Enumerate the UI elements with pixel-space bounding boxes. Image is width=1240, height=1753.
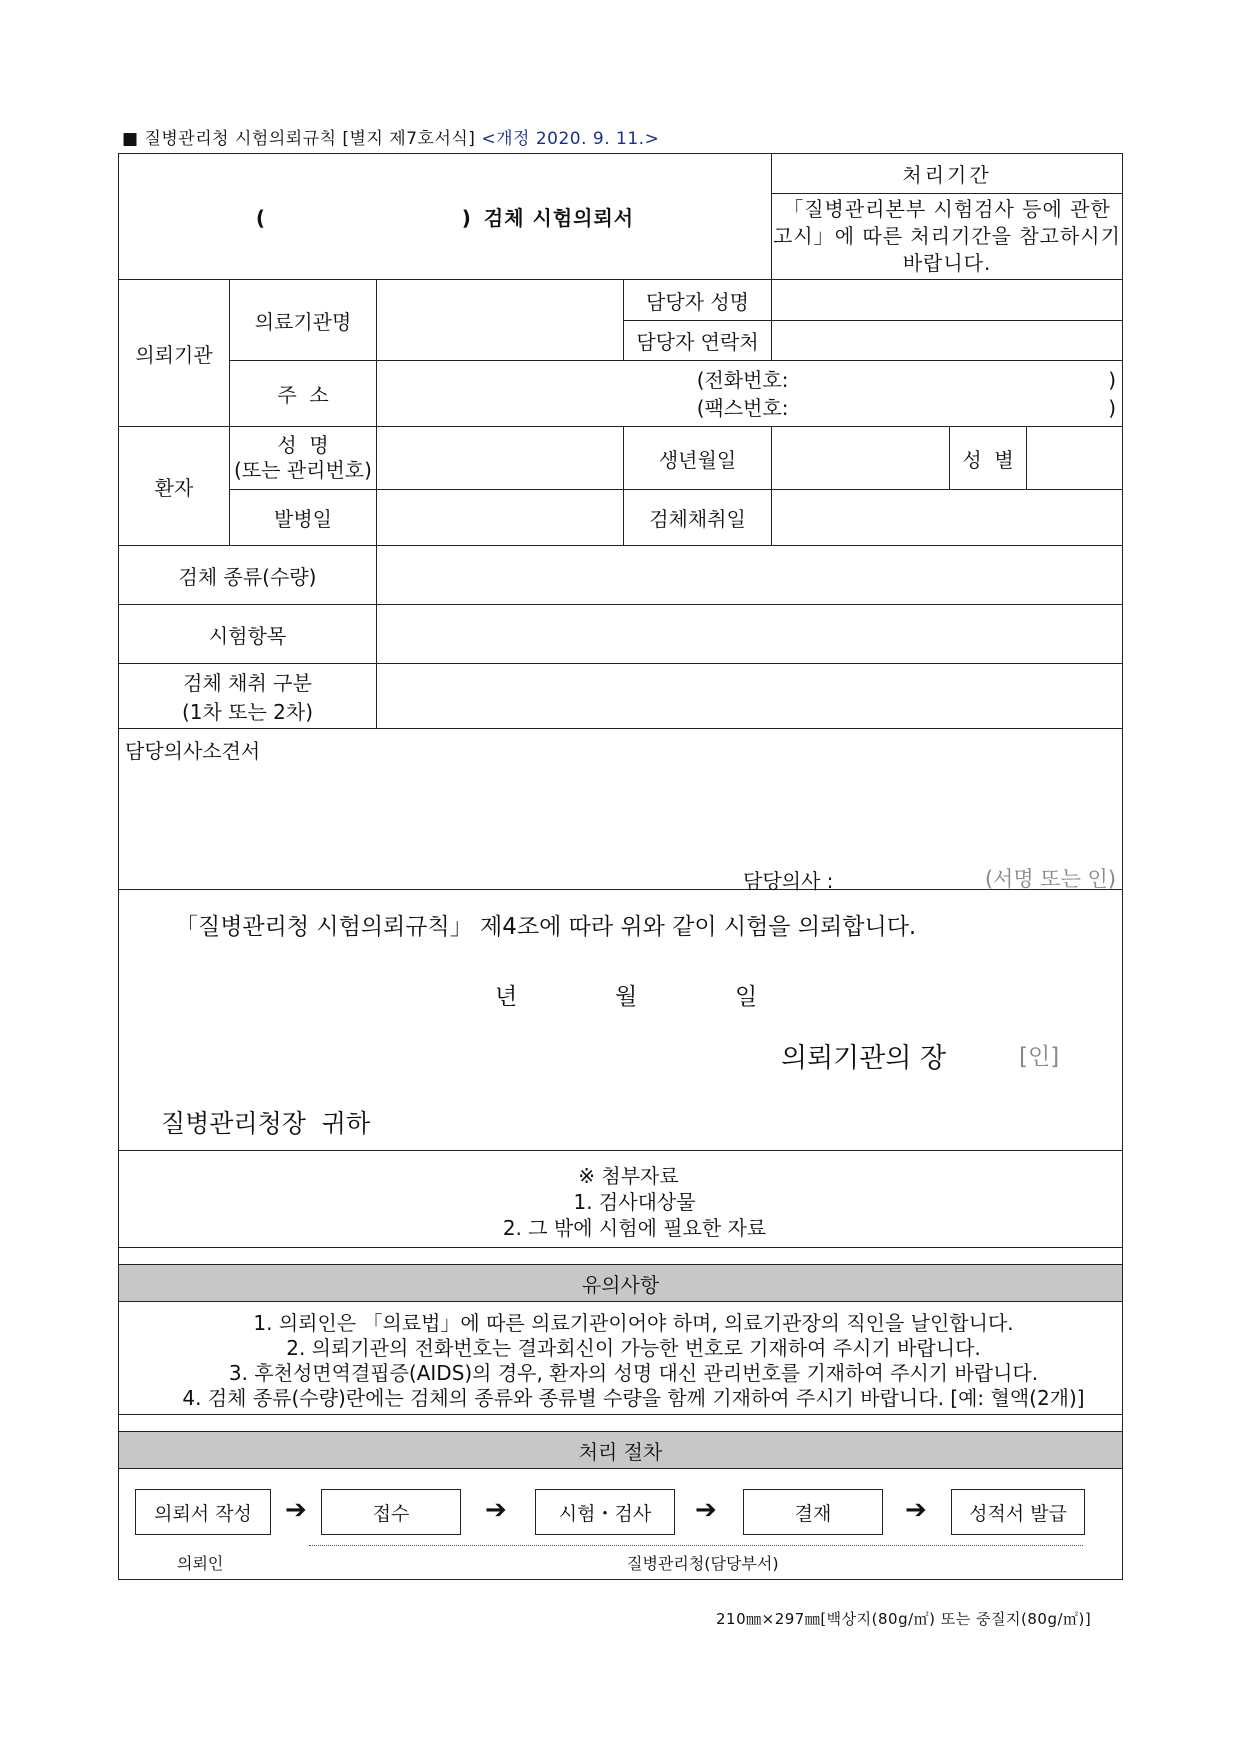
form-header <box>122 124 659 149</box>
processing-period-note: 「질병관리본부 시험검사 등에 관한 고시」에 따른 처리기간을 참고하시기 바랍니다. <box>772 194 1123 280</box>
onset-date-label: 발병일 <box>230 490 377 546</box>
arrow-icon: ➔ <box>905 1495 927 1525</box>
contact-phone-field[interactable] <box>772 321 1123 361</box>
notes-title: 유의사항 <box>119 1265 1123 1302</box>
note-item: 1. 의뢰인은 「의료법」에 따른 의료기관이어야 하며, 의료기관장의 직인을 날인합니다. <box>253 1311 1014 1335</box>
step-approval: 결재 <box>743 1489 883 1535</box>
spacer <box>119 1415 1123 1432</box>
contact-person-label: 담당자 성명 <box>624 280 772 321</box>
step-write-request: 의뢰서 작성 <box>135 1489 271 1535</box>
collection-class-field[interactable] <box>377 664 1123 729</box>
step-receipt: 접수 <box>321 1489 461 1535</box>
form-title <box>119 154 772 280</box>
processing-period-label: 처리기간 <box>772 154 1123 194</box>
doctor-label: 담당의사 : <box>743 869 834 893</box>
revision-date: <개정 2020. 9. 11.> <box>481 129 660 149</box>
title-open-paren: ( <box>255 206 267 230</box>
institution-name-field[interactable] <box>377 280 624 361</box>
patient-section-label: 환자 <box>119 427 230 546</box>
sex-field[interactable] <box>1027 427 1123 490</box>
arrow-icon: ➔ <box>485 1495 507 1525</box>
doctor-opinion-section[interactable] <box>119 729 1123 893</box>
request-form-table <box>118 153 1123 1580</box>
regulation-text: ■ 질병관리청 시험의뢰규칙 [별지 제7호서식] <box>122 129 476 149</box>
requester-label: 의뢰인 <box>177 1554 224 1573</box>
attachments-title: ※ 첨부자료 <box>578 1164 679 1188</box>
doctor-opinion-label: 담당의사소견서 <box>125 739 261 763</box>
request-statement: 「질병관리청 시험의뢰규칙」 제4조에 따라 위와 같이 시험을 의뢰합니다. <box>175 914 917 940</box>
collection-class-label: 검체 채취 구분 (1차 또는 2차) <box>119 664 377 729</box>
patient-name-field[interactable] <box>377 427 624 490</box>
date-year: 년 <box>495 984 518 1010</box>
procedure-title: 처리 절차 <box>119 1432 1123 1469</box>
note-item: 4. 검체 종류(수량)란에는 검체의 종류와 종류별 수량을 함께 기재하여 주시기 바랍니다. [예: 혈액(2개)] <box>182 1386 1085 1410</box>
step-test: 시험・검사 <box>535 1489 675 1535</box>
arrow-icon: ➔ <box>285 1495 307 1525</box>
addressee: 질병관리청장 귀하 <box>161 1109 371 1138</box>
address-field[interactable] <box>377 361 1123 427</box>
paper-spec: 210㎜×297㎜[백상지(80g/㎡) 또는 중질지(80g/㎡)] <box>716 1610 1092 1628</box>
form-frame <box>118 153 1122 1603</box>
seal-mark: [인] <box>1019 1044 1060 1070</box>
attachments-section <box>119 1151 1123 1248</box>
fax-label: (팩스번호: <box>696 395 789 420</box>
request-statement-section <box>119 890 1123 1151</box>
tel-label: (전화번호: <box>696 367 789 392</box>
institution-name-label: 의료기관명 <box>230 280 377 361</box>
signature-hint: (서명 또는 인) <box>984 867 1117 891</box>
attachment-item: 2. 그 밖에 시험에 필요한 자료 <box>502 1216 767 1240</box>
title-text: 검체 시험의뢰서 <box>483 206 635 230</box>
spacer <box>119 1248 1123 1265</box>
birth-date-field[interactable] <box>772 427 950 490</box>
attachment-item: 1. 검사대상물 <box>573 1190 696 1214</box>
test-items-label: 시험항목 <box>119 605 377 664</box>
note-item: 2. 의뢰기관의 전화번호는 결과회신이 가능한 번호로 기재하여 주시기 바랍니다. <box>286 1336 981 1360</box>
birth-date-label: 생년월일 <box>624 427 772 490</box>
contact-person-field[interactable] <box>772 280 1123 321</box>
institution-section-label: 의뢰기관 <box>119 280 230 427</box>
fax-close: ) <box>1108 395 1117 420</box>
collection-date-field[interactable] <box>772 490 1123 546</box>
date-day: 일 <box>735 984 758 1010</box>
test-items-field[interactable] <box>377 605 1123 664</box>
institution-head: 의뢰기관의 장 <box>781 1043 947 1074</box>
date-month: 월 <box>615 984 638 1010</box>
patient-name-label: 성 명 (또는 관리번호) <box>230 427 377 490</box>
address-label: 주 소 <box>230 361 377 427</box>
onset-date-field[interactable] <box>377 490 624 546</box>
agency-dotted-line <box>309 1545 1083 1546</box>
fax-row <box>377 394 1122 422</box>
title-close-paren: ) <box>461 206 472 230</box>
arrow-icon: ➔ <box>695 1495 717 1525</box>
collection-date-label: 검체채취일 <box>624 490 772 546</box>
tel-row <box>377 366 1122 394</box>
specimen-type-field[interactable] <box>377 546 1123 605</box>
sex-label: 성 별 <box>950 427 1027 490</box>
procedure-flow <box>119 1469 1123 1580</box>
specimen-type-label: 검체 종류(수량) <box>119 546 377 605</box>
contact-phone-label: 담당자 연락처 <box>624 321 772 361</box>
step-issue-report: 성적서 발급 <box>951 1489 1085 1535</box>
tel-close: ) <box>1108 367 1117 392</box>
note-item: 3. 후천성면역결핍증(AIDS)의 경우, 환자의 성명 대신 관리번호를 기재하여 주시기 바랍니다. <box>228 1361 1039 1385</box>
notes-list <box>119 1302 1123 1415</box>
agency-label: 질병관리청(담당부서) <box>627 1554 779 1573</box>
